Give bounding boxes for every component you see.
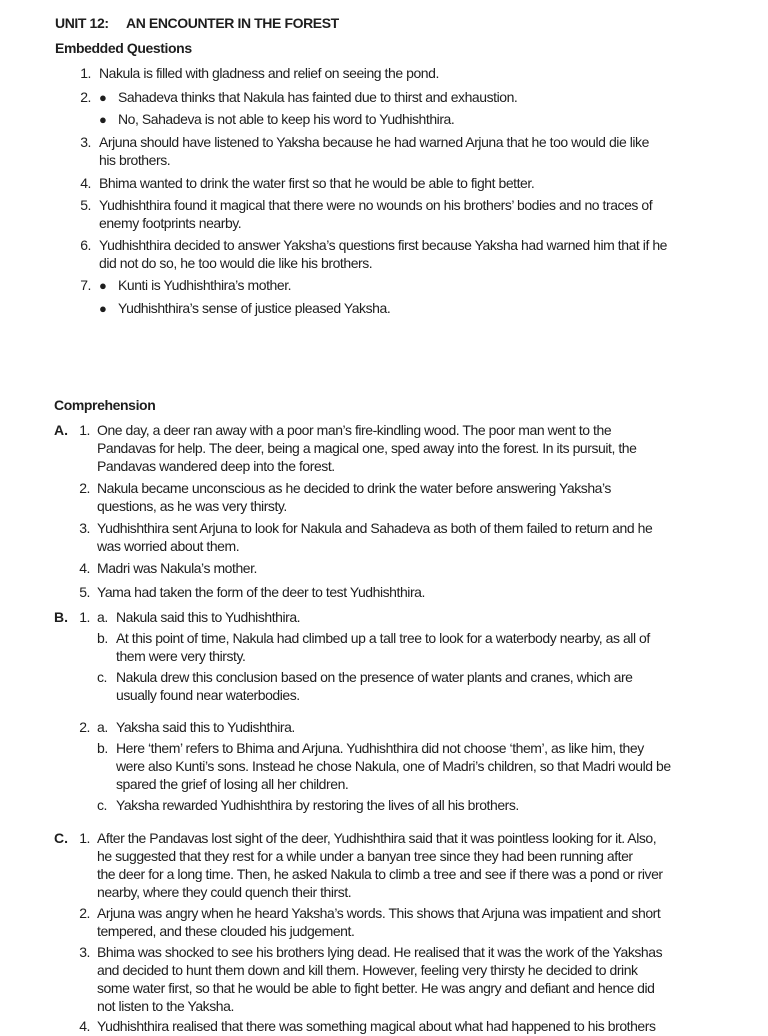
answer-text: Yaksha said this to Yudishthira.: [116, 719, 295, 735]
sub-item-letter: a.: [97, 719, 108, 735]
answer-text: was worried about them.: [97, 538, 240, 554]
answer-text: usually found near waterbodies.: [116, 687, 300, 703]
embedded-questions-heading: Embedded Questions: [55, 40, 192, 56]
answer-text: were also Kunti’s sons. Instead he chose Nakula, one of Madri’s children, so that Madri would be: [116, 758, 671, 774]
answer-text: Nakula is filled with gladness and relief on seeing the pond.: [99, 65, 439, 81]
item-number: 5.: [80, 197, 91, 213]
bullet-icon: ●: [99, 112, 107, 127]
answer-text: Yudhishthira realised that there was something magical about what had happened to his brothers: [97, 1018, 656, 1034]
answer-text: No, Sahadeva is not able to keep his word to Yudhishthira.: [118, 111, 455, 127]
answer-text: not listen to the Yaksha.: [97, 998, 234, 1014]
item-number: 1.: [79, 422, 90, 438]
item-number: 3.: [80, 134, 91, 150]
answer-text: Pandavas for help. The deer, being a magical one, sped away into the forest. In its pursuit, the: [97, 440, 637, 456]
answer-text: Pandavas wandered deep into the forest.: [97, 458, 335, 474]
answer-text: Arjuna was angry when he heard Yaksha’s words. This shows that Arjuna was impatient and short: [97, 905, 661, 921]
answer-text: questions, as he was very thirsty.: [97, 498, 287, 514]
answer-text: tempered, and these clouded his judgement.: [97, 923, 355, 939]
sub-item-letter: a.: [97, 609, 108, 625]
answer-text: Here ‘them’ refers to Bhima and Arjuna. Yudhishthira did not choose ‘them’, as like him, they: [116, 740, 644, 756]
answer-text: and decided to hunt them down and kill them. However, feeling very thirsty he decided to drink: [97, 962, 638, 978]
item-number: 2.: [79, 480, 90, 496]
answer-text: Bhima wanted to drink the water first so that he would be able to fight better.: [99, 175, 535, 191]
item-number: 4.: [79, 1018, 90, 1034]
answer-text: he suggested that they rest for a while under a banyan tree since they had been running after: [97, 848, 633, 864]
unit-number: UNIT 12:: [55, 15, 109, 31]
item-number: 1.: [79, 609, 90, 625]
section-label-a: A.: [54, 422, 68, 438]
item-number: 4.: [80, 175, 91, 191]
item-number: 2.: [79, 905, 90, 921]
answer-text: After the Pandavas lost sight of the deer, Yudhishthira said that it was pointless looking for it. Also,: [97, 830, 657, 846]
answer-text: some water first, so that he would be able to fight better. He was angry and defiant and hence did: [97, 980, 655, 996]
answer-text: Arjuna should have listened to Yaksha because he had warned Arjuna that he too would die like: [99, 134, 649, 150]
item-number: 7.: [80, 277, 91, 293]
answer-text: Yaksha rewarded Yudhishthira by restoring the lives of all his brothers.: [116, 797, 519, 813]
answer-text: his brothers.: [99, 152, 171, 168]
answer-text: nearby, where they could quench their thirst.: [97, 884, 352, 900]
section-label-b: B.: [54, 609, 68, 625]
answer-text: Bhima was shocked to see his brothers lying dead. He realised that it was the work of the Yakshas: [97, 944, 663, 960]
unit-title: AN ENCOUNTER IN THE FOREST: [126, 15, 339, 31]
sub-item-letter: b.: [97, 630, 108, 646]
section-label-c: C.: [54, 830, 68, 846]
answer-text: Yudhishthira decided to answer Yaksha’s questions first because Yaksha had warned him that if he: [99, 237, 667, 253]
sub-item-letter: c.: [97, 797, 107, 813]
answer-text: Nakula said this to Yudhishthira.: [116, 609, 301, 625]
answer-text: Madri was Nakula’s mother.: [97, 560, 257, 576]
answer-text: them were very thirsty.: [116, 648, 246, 664]
answer-text: Nakula drew this conclusion based on the presence of water plants and cranes, which are: [116, 669, 633, 685]
item-number: 1.: [79, 830, 90, 846]
sub-item-letter: c.: [97, 669, 107, 685]
answer-text: Yudhishthira sent Arjuna to look for Nakula and Sahadeva as both of them failed to return and he: [97, 520, 653, 536]
answer-text: Kunti is Yudhishthira’s mother.: [118, 277, 292, 293]
item-number: 6.: [80, 237, 91, 253]
answer-text: Nakula became unconscious as he decided to drink the water before answering Yaksha’s: [97, 480, 611, 496]
answer-text: One day, a deer ran away with a poor man’s fire-kindling wood. The poor man went to the: [97, 422, 612, 438]
answer-text: enemy footprints nearby.: [99, 215, 242, 231]
item-number: 5.: [79, 584, 90, 600]
bullet-icon: ●: [99, 90, 107, 105]
answer-text: At this point of time, Nakula had climbed up a tall tree to look for a waterbody nearby, as all of: [116, 630, 650, 646]
bullet-icon: ●: [99, 301, 107, 316]
item-number: 2.: [80, 89, 91, 105]
bullet-icon: ●: [99, 278, 107, 293]
answer-text: Yudhishthira found it magical that there were no wounds on his brothers’ bodies and no traces of: [99, 197, 653, 213]
answer-text: Sahadeva thinks that Nakula has fainted due to thirst and exhaustion.: [118, 89, 518, 105]
item-number: 4.: [79, 560, 90, 576]
answer-text: did not do so, he too would die like his brothers.: [99, 255, 373, 271]
item-number: 3.: [79, 520, 90, 536]
comprehension-heading: Comprehension: [54, 397, 156, 413]
answer-text: Yama had taken the form of the deer to test Yudhishthira.: [97, 584, 425, 600]
sub-item-letter: b.: [97, 740, 108, 756]
item-number: 1.: [80, 65, 91, 81]
item-number: 3.: [79, 944, 90, 960]
answer-text: the deer for a long time. Then, he asked Nakula to climb a tree and see if there was a pond or river: [97, 866, 663, 882]
answer-text: spared the grief of losing all her children.: [116, 776, 349, 792]
item-number: 2.: [79, 719, 90, 735]
answer-text: Yudhishthira’s sense of justice pleased Yaksha.: [118, 300, 391, 316]
